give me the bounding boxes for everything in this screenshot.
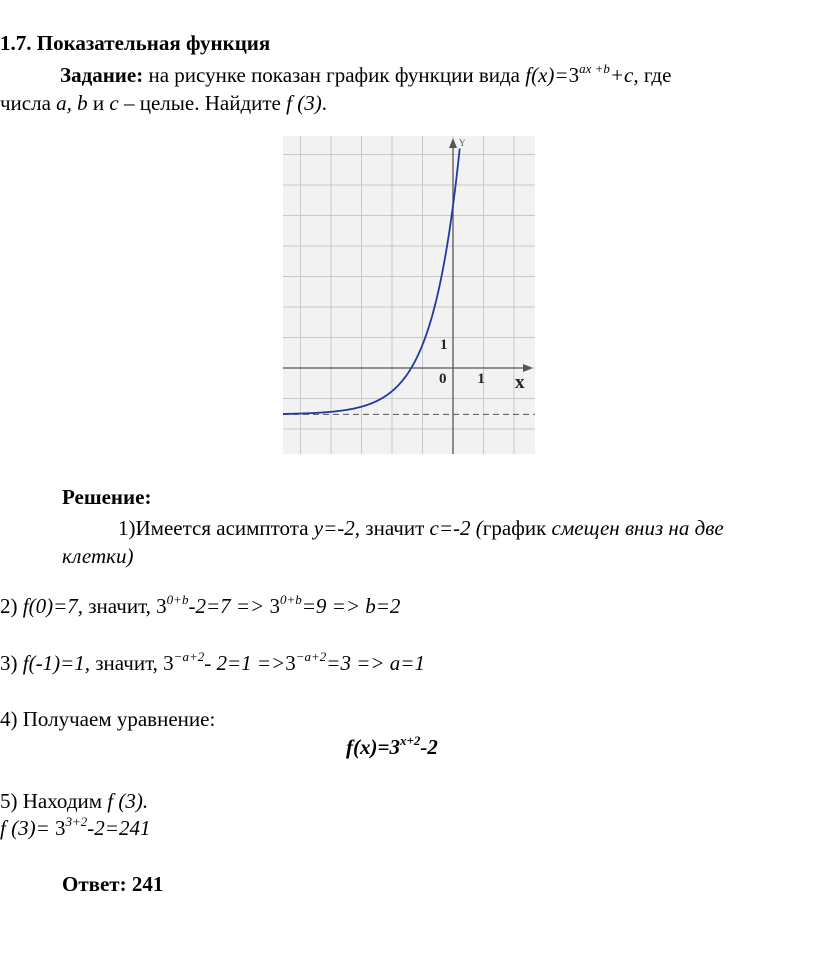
step3-text: значит, <box>90 651 164 675</box>
step3-base: 3 <box>163 651 174 675</box>
task-text-4: – целые. Найдите <box>118 91 287 115</box>
calc-result: -2=241 <box>87 816 151 840</box>
x-tick-label: 1 <box>477 371 485 387</box>
step2-base: 3 <box>156 594 167 618</box>
equation-exponent: x+2 <box>399 733 421 748</box>
task-text-3: числа <box>0 91 57 115</box>
calc-exponent: 3+2 <box>65 814 88 829</box>
solution-step-4: 4) Получаем уравнение: <box>0 707 216 731</box>
answer: Ответ: 241 <box>62 872 164 896</box>
task-vars: a, b <box>56 91 88 115</box>
step2-base-2: 3 <box>269 594 280 618</box>
solution-step-1-line-2: клетки) <box>62 544 134 568</box>
task-var-c: c <box>109 91 119 115</box>
step2-text: значит, <box>83 594 157 618</box>
step1-c-value: c=-2 <box>429 516 471 540</box>
step1-note: смещен вниз на две <box>551 516 724 540</box>
step3-result: =3 => a=1 <box>326 651 425 675</box>
step1-asymptote: y=-2 <box>313 516 355 540</box>
task-dot: . <box>321 91 327 115</box>
task-line-2 <box>0 90 327 116</box>
step2-exponent-2: 0+b <box>279 592 302 607</box>
x-axis-label: x <box>515 372 525 393</box>
function-exponent: ax +b <box>579 61 610 76</box>
solution-calculation <box>0 815 150 841</box>
step1-text-3: график <box>482 516 552 540</box>
step2-exponent: 0+b <box>166 592 189 607</box>
equation-tail: -2 <box>420 735 438 759</box>
step2-number: 2) <box>0 594 23 618</box>
solution-label: Решение: <box>62 485 152 509</box>
graph-background <box>283 136 535 454</box>
calc-base: 3 <box>55 816 66 840</box>
function-base: 3 <box>568 63 580 87</box>
step1-paren: ( <box>470 516 483 540</box>
task-target: f (3) <box>286 91 322 115</box>
step3-exponent-2: −a+2 <box>295 649 327 664</box>
step3-exponent: −a+2 <box>173 649 205 664</box>
task-text: на рисунке показан график функции вида <box>143 63 526 87</box>
task-text-2: где <box>638 63 672 87</box>
step1-text-2: , значит <box>354 516 430 540</box>
calc-lhs: f (3)= <box>0 816 55 840</box>
function-shift: +c, <box>609 63 639 87</box>
step3-number: 3) <box>0 651 23 675</box>
task-line-1 <box>60 62 671 88</box>
equation-lhs: f(x)=3 <box>346 735 400 759</box>
y-axis-label: Y <box>459 138 466 148</box>
solution-step-5 <box>0 788 148 814</box>
step3-condition: f(-1)=1, <box>22 651 90 675</box>
final-equation <box>346 734 438 760</box>
function-name: f(x)= <box>525 63 569 87</box>
step3-base-2: 3 <box>285 651 296 675</box>
origin-label: 0 <box>439 371 447 387</box>
task-and: и <box>87 91 110 115</box>
y-tick-label: 1 <box>440 336 448 353</box>
step5-text: 5) Находим <box>0 789 108 813</box>
step1-text: 1)Имеется асимптота <box>118 516 314 540</box>
step2-condition: f(0)=7, <box>22 594 83 618</box>
step2-equation: -2=7 => <box>188 594 270 618</box>
task-label: Задание: <box>60 63 144 87</box>
function-graph <box>283 136 535 454</box>
page-title: 1.7. Показательная функция <box>0 31 271 55</box>
solution-step-3 <box>0 650 425 676</box>
solution-step-2 <box>0 593 400 619</box>
step3-equation: - 2=1 => <box>204 651 286 675</box>
step5-target: f (3). <box>107 789 149 813</box>
solution-step-1 <box>118 515 724 541</box>
step2-result: =9 => b=2 <box>301 594 401 618</box>
